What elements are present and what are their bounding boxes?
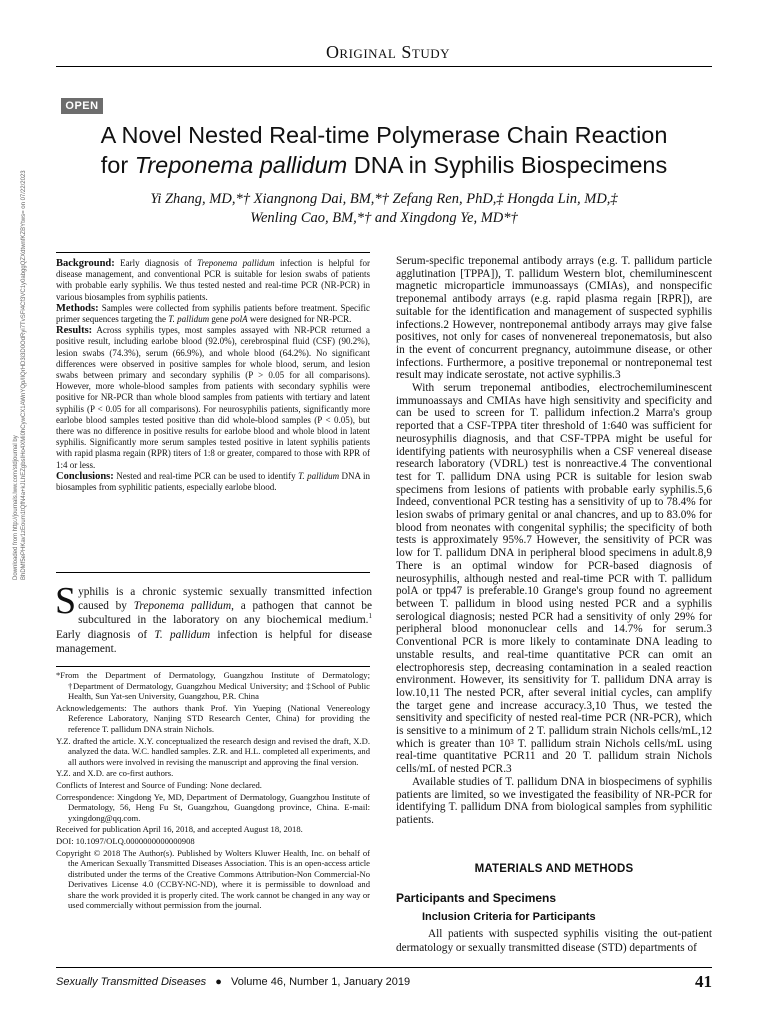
download-sidebar (12, 160, 36, 580)
introduction-paragraph (55, 580, 372, 656)
abstract-results (56, 325, 370, 471)
background-label: Background: (56, 258, 115, 269)
footnote-rule (56, 666, 370, 667)
section-heading-materials: MATERIALS AND METHODS (474, 863, 634, 875)
subsection-heading-participants: Participants and Specimens (396, 891, 557, 905)
footer-bullet: ● (215, 976, 222, 988)
authors-line-2: Wenling Cao, BM,*† and Xingdong Ye, MD*† (250, 210, 518, 226)
intro-text-a: yphilis is a chronic systemic sexually transmitted infection caused by (78, 586, 372, 613)
intro-text-d: infection is helpful for disease management. (56, 628, 372, 655)
conclusions-text-a: Nested and real-time PCR can be used to identify (113, 470, 299, 481)
footnote-affiliation: *From the Department of Dermatology, Guangzhou Institute of Dermatology; †Department of Dermatology, Guangzhou Medical University; and ‡School of Public Health, Sun Yat-sen University, Guangzhou, P.R. China (56, 670, 370, 702)
intro-text-b: , a pathogen that cannot be subcultured in the laboratory on any biochemical medium. (78, 600, 372, 627)
footnote-doi: DOI: 10.1097/OLQ.0000000000000908 (56, 835, 195, 846)
intro-ref: 1 (368, 612, 372, 621)
journal-issue: Volume 46, Number 1, January 2019 (230, 976, 411, 988)
footer-rule (56, 967, 712, 968)
footnote-conflicts: Conflicts of Interest and Source of Funding: None declared. (56, 779, 262, 790)
abstract-conclusions (56, 471, 370, 493)
abstract (56, 258, 370, 493)
conclusions-text-b: DNA in biosamples from syphilitic patients, especially earlobe blood. (56, 470, 371, 493)
subsubsection-heading-inclusion: Inclusion Criteria for Participants (422, 911, 596, 923)
title-line-2-pre: for (100, 152, 135, 178)
conclusions-species: T. pallidum (298, 470, 340, 481)
results-text: Across syphilis types, most samples assayed with NR-PCR returned a positive result, including earlobe blood (92.0%), cerebrospinal fluid (CSF) (90.2%), lesion swabs (74.3%), serum (66.9%), and whole blood (64.2%). No significant differences were observed in positive samples for whole blood, serum, and lesion swabs between primary and secondary syphilis (P > 0.05 for all comparisons). However, more whole-blood samples from patients with secondary syphilis were positive for NR-PCR than whole blood samples from patients with tertiary and latent syphilis (P < 0.05 for all comparisons). For neurosyphilis patients, significantly more earlobe blood samples tested positive than did whole-blood samples (P < 0.05), but there was no difference in positive results for earlobe blood and whole blood in latent syphilis. Significantly more serum samples tested positive in latent syphilis patients with rapid plasma regain (RPR) titers of 1:8 or greater, compared to those with RPR of 1:4 or less. (56, 325, 370, 470)
section-header: Original Study (325, 42, 450, 62)
right-column-body (396, 255, 712, 827)
footnote-cofirst: Y.Z. and X.D. are co-first authors. (56, 768, 174, 779)
inclusion-paragraph: All patients with suspected syphilis visiting the out-patient dermatology or sexually transmitted disease (STD) departments of (396, 928, 712, 954)
abstract-methods (56, 303, 370, 325)
body-paragraph-3: Available studies of T. pallidum DNA in biospecimens of syphilis patients are limited, so we investigated the feasibility of NR-PCR for identifying T. pallidum DNA from biological samples from syphilitic patients. (396, 775, 712, 826)
authors-line-1: Yi Zhang, MD,*† Xiangnong Dai, BM,*† Zefang Ren, PhD,‡ Hongda Lin, MD,‡ (150, 191, 618, 207)
methods-text-a: Samples were collected from syphilis patients before treatment. Specific primer sequences targeting the (56, 302, 370, 325)
background-species: Treponema pallidum (197, 258, 275, 268)
title-line-1: A Novel Nested Real-time Polymerase Chain Reaction (100, 122, 668, 148)
intro-text-c: Early diagnosis of (56, 628, 155, 641)
footnotes (56, 670, 370, 912)
results-label: Results: (56, 325, 93, 337)
open-access-badge: OPEN (61, 98, 103, 114)
footer-citation (56, 976, 410, 988)
methods-text-c: were designed for NR-PCR. (247, 314, 352, 325)
methods-gene: polA (230, 314, 248, 325)
intro-species: Treponema pallidum (133, 600, 232, 613)
conclusions-label: Conclusions: (56, 470, 114, 482)
abstract-top-rule (56, 252, 370, 253)
abstract-bottom-rule (56, 572, 370, 573)
background-text-a: Early diagnosis of (114, 258, 198, 268)
background-text-b: infection is helpful for disease management, and conventional PCR is suitable for lesion swabs of patients with probable early syphilis. We thus tested nested and real-time PCR (NR-PCR) in various biosamples from syphilis patients. (56, 258, 370, 302)
footnote-copyright: Copyright © 2018 The Author(s). Published by Wolters Kluwer Health, Inc. on behalf of the American Sexually Transmitted Diseases Association. This is an open-access article distributed under the terms of the Creative Commons Attribution-Non Commercial-No Derivatives License 4.0 (CCBY-NC-ND), where it is permissible to download and share the work provided it is properly cited. The work cannot be changed in any way or used commercially without permission from the journal. (56, 847, 370, 911)
body-paragraph-1: Serum-specific treponemal antibody arrays (e.g. T. pallidum particle agglutination [TPPA]), T. pallidum Western blot, chemiluminescent magnetic microparticle immunoassays (CMIAs), and nonspecific treponemal antibody arrays (e.g. rapid plasma regain [RPR]), are suitable for the identification and management of suspected syphilis infections.2 However, nontreponemal antibody arrays may give false positives, not only for cases of nonvenereal treponematosis, but also in the event of concurrent pregnancy, autoimmune disease, or other infections. Furthermore, a positive treponemal or nontreponemal test result may indicate serostate, not active syphilis.3 (396, 255, 712, 382)
methods-text-b: gene (209, 314, 231, 325)
drop-cap: S (55, 580, 77, 622)
footnote-received: Received for publication April 16, 2018, and accepted August 18, 2018. (56, 824, 303, 835)
methods-species: T. pallidum (168, 314, 210, 325)
header-rule (56, 66, 712, 67)
page-number: 41 (695, 972, 712, 991)
abstract-background (56, 258, 370, 303)
methods-label: Methods: (56, 302, 99, 314)
footnote-correspondence: Correspondence: Xingdong Ye, MD, Department of Dermatology, Guangzhou Institute of Dermatology, 56, Heng Fu St, Guangzhou, Guangdong province, China. E-mail: yxingdong@qq.com. (56, 791, 370, 823)
footnote-contributions: Y.Z. drafted the article. X.Y. conceptualized the research design and revised the draft, X.D. analyzed the data. W.C. handled samples. Z.R. and H.L. completed all experiments, and all authors were involved in revising the manuscript and approving the final version. (56, 735, 370, 767)
journal-name: Sexually Transmitted Diseases (56, 976, 207, 988)
intro-species-2: T. pallidum (154, 628, 211, 641)
title-line-2-post: DNA in Syphilis Biospecimens (347, 152, 668, 178)
title-line-2 (20, 150, 748, 180)
author-list (40, 190, 728, 228)
body-paragraph-2: With serum treponemal antibodies, electrochemiluminescent immunoassays and CMIAs have high sensitivity and specificity and can be used to screen for T. pallidum infection.2 Marra's group reported that a CSF-TPPA titer threshold of 1:640 was sufficient for neurosyphilis diagnosis, and that CSF-TPPA might be useful for identifying patients with neurosyphilis when a CSF venereal disease research laboratory (VDRL) test is nonreactive.4 The conventional test for T. pallidum DNA using PCR is suitable for lesion swab specimens from lesions of patients with probable early syphilis.5,6 Indeed, conventional PCR testing has a sensitivity of up to 78.4% for lesion swabs of primary genital or anal chancres, and up to 83.0% for blood from neonates with congenital syphilis; the specificity of both tests is approximately 95%.7 However, the sensitivity of PCR was low for T. pallidum DNA in peripheral blood specimens in adult.8,9 There is an optimal window for PCR-based diagnosis of neurosyphilis, although nested and real-time PCR with T. pallidum polA or tpp47 is preferable.10 Grange's group found no agreement between T. pallidum in blood using nested PCR and a syphilis serological diagnosis; nested PCR had a sensitivity of only 29% for peripheral blood mononuclear cells and 14.7% for serum.3 Conventional PCR is more likely to contaminate DNA leading to unstable results, and real-time quantitative PCR can omit an electrophoresis step, decreasing contamination in a sealed reaction environment. However, its sensitivity for T. pallidum DNA array is low.10,11 The nested PCR, after several initial cycles, can amplify the target gene and increase accuracy.3,10 Thus, we tested the sensitivity and specificity of nested real-time PCR (NR-PCR), which is sensitive to a minimum of 2 T. pallidum strain Nichols cells/mL,12 which is greater than 10³ T. pallidum strain Nichols cells/mL using real-time quantitative PCR11 and 20 T. pallidum strain Nichols cells/mL of nested PCR.3 (396, 382, 712, 776)
footnote-acknowledgements: Acknowledgements: The authors thank Prof. Yin Yueping (National Venereology Reference Laboratory, Nanjing STD Research Center, China) for providing the reference T. pallidum DNA strain Nichols. (56, 702, 370, 734)
title-species: Treponema pallidum (134, 152, 348, 178)
article-title (20, 120, 748, 180)
download-notice: Downloaded from http://journals.lww.com/stdjournal by BhDMf5ePHKav1zEoum1tQfN4a+kJLhEZgbsIHo4XMi0hCywCX1AWnYQp/IlQrHD3i3D0OdRyi7TvSFl4Cf3VC1y0abggQZXdtwnfKZBYtws= on 07/22/2023 (13, 170, 27, 580)
